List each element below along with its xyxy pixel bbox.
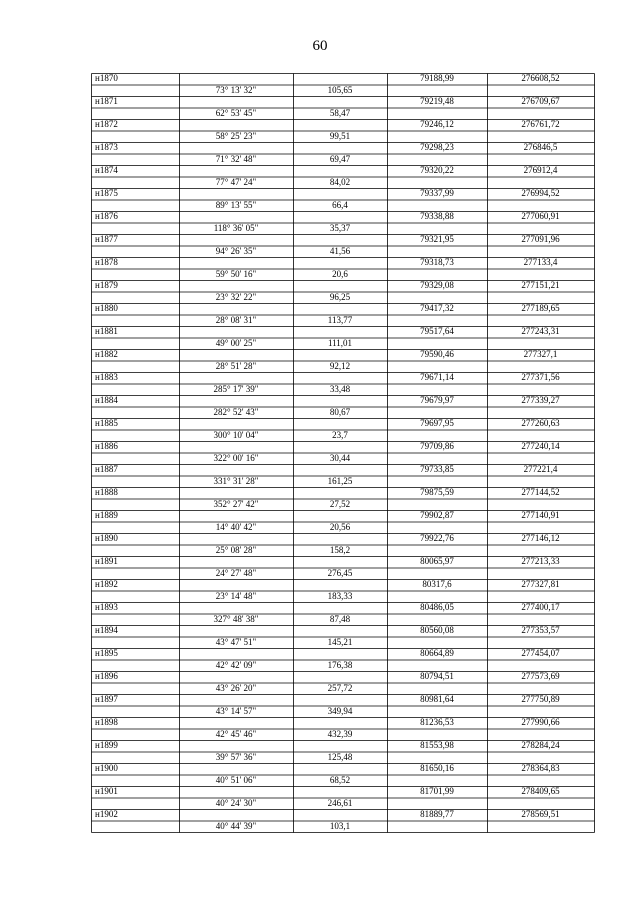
segment-length: 257,72 (327, 682, 353, 693)
point-name: н1870 (95, 73, 118, 83)
point-name: н1876 (95, 211, 118, 221)
y-coordinate: 278284,24 (521, 740, 560, 750)
y-coordinate: 278409,65 (521, 786, 560, 796)
x-coordinate: 80981,64 (420, 694, 454, 704)
direction-angle: 58° 25' 23" (215, 130, 257, 141)
direction-angle: 40° 24' 30" (215, 797, 257, 808)
segment-length: 96,25 (329, 291, 351, 302)
point-name: н1873 (95, 142, 118, 152)
segment-length: 125,48 (327, 751, 353, 762)
segment-length: 80,67 (329, 406, 351, 417)
direction-angle: 94° 26' 35" (215, 245, 257, 256)
direction-angle: 43° 14' 57" (215, 705, 257, 716)
x-coordinate: 79219,48 (420, 96, 454, 106)
segment-length: 103,1 (329, 820, 351, 831)
x-coordinate: 81553,98 (420, 740, 454, 750)
direction-angle: 118° 36' 05" (213, 222, 259, 233)
x-coordinate: 80065,97 (420, 556, 454, 566)
y-coordinate: 277990,66 (521, 717, 560, 727)
y-coordinate: 277243,31 (521, 326, 560, 336)
point-name: н1882 (95, 349, 118, 359)
x-coordinate: 79417,32 (420, 303, 454, 313)
direction-angle: 322° 00' 16" (213, 452, 259, 463)
segment-length: 23,7 (332, 429, 348, 440)
direction-angle: 331° 31' 28" (213, 475, 259, 486)
direction-angle: 43° 47' 51" (215, 636, 257, 647)
direction-angle: 28° 51' 28" (215, 360, 257, 371)
direction-angle: 59° 50' 16" (215, 268, 257, 279)
segment-length: 33,48 (329, 383, 351, 394)
segment-length: 246,61 (327, 797, 353, 808)
x-coordinate: 79337,99 (420, 188, 454, 198)
x-coordinate: 81236,53 (420, 717, 454, 727)
y-coordinate: 277151,21 (521, 280, 560, 290)
segment-length: 87,48 (329, 613, 351, 624)
x-coordinate: 79902,87 (420, 510, 454, 520)
y-coordinate: 276608,52 (521, 73, 560, 83)
direction-angle: 300° 10' 04" (213, 429, 259, 440)
direction-angle: 49° 00' 25" (215, 337, 257, 348)
point-name: н1872 (95, 119, 118, 129)
point-name: н1880 (95, 303, 118, 313)
x-coordinate: 80317,6 (422, 579, 452, 589)
y-coordinate: 277221,4 (523, 464, 558, 474)
point-name: н1886 (95, 441, 118, 451)
segment-length: 432,39 (327, 728, 353, 739)
direction-angle: 42° 42' 09" (215, 659, 257, 670)
point-name: н1871 (95, 96, 118, 106)
x-coordinate: 79318,73 (420, 257, 454, 267)
x-coordinate: 79246,12 (420, 119, 454, 129)
y-coordinate: 277146,12 (521, 533, 560, 543)
x-coordinate: 79922,76 (420, 533, 454, 543)
x-coordinate: 81701,99 (420, 786, 454, 796)
page-number: 60 (312, 38, 328, 54)
x-coordinate: 79320,22 (420, 165, 454, 175)
point-name: н1878 (95, 257, 118, 267)
x-coordinate: 79733,85 (420, 464, 454, 474)
y-coordinate: 277060,91 (521, 211, 560, 221)
point-name: н1883 (95, 372, 118, 382)
segment-length: 99,51 (329, 130, 351, 141)
x-coordinate: 79329,08 (420, 280, 454, 290)
segment-length: 92,12 (329, 360, 351, 371)
segment-length: 27,52 (329, 498, 351, 509)
point-name: н1877 (95, 234, 118, 244)
y-coordinate: 276709,67 (521, 96, 560, 106)
point-name: н1874 (95, 165, 118, 175)
point-name: н1892 (95, 579, 118, 589)
x-coordinate: 79671,14 (420, 372, 454, 382)
segment-length: 69,47 (329, 153, 351, 164)
x-coordinate: 80486,05 (420, 602, 454, 612)
x-coordinate: 79338,88 (420, 211, 454, 221)
point-name: н1897 (95, 694, 118, 704)
segment-length: 349,94 (327, 705, 353, 716)
y-coordinate: 277353,57 (521, 625, 560, 635)
y-coordinate: 278569,51 (521, 809, 560, 819)
x-coordinate: 80664,89 (420, 648, 454, 658)
y-coordinate: 277327,1 (523, 349, 558, 359)
y-coordinate: 277189,65 (521, 303, 560, 313)
direction-angle: 28° 08' 31" (215, 314, 257, 325)
segment-length: 58,47 (329, 107, 351, 118)
segment-length: 20,56 (329, 521, 351, 532)
direction-angle: 352° 27' 42" (213, 498, 259, 509)
point-name: н1894 (95, 625, 118, 635)
point-name: н1881 (95, 326, 118, 336)
x-coordinate: 79697,95 (420, 418, 454, 428)
x-coordinate: 81650,16 (420, 763, 454, 773)
direction-angle: 39° 57' 36" (215, 751, 257, 762)
x-coordinate: 79875,59 (420, 487, 454, 497)
y-coordinate: 276846,5 (523, 142, 558, 152)
point-name: н1884 (95, 395, 118, 405)
segment-length: 276,45 (327, 567, 353, 578)
direction-angle: 25° 08' 28" (215, 544, 257, 555)
x-coordinate: 79590,46 (420, 349, 454, 359)
direction-angle: 40° 44' 39" (215, 820, 257, 831)
direction-angle: 71° 32' 48" (215, 153, 257, 164)
point-name: н1901 (95, 786, 118, 796)
y-coordinate: 276761,72 (521, 119, 560, 129)
y-coordinate: 277327,81 (521, 579, 560, 589)
x-coordinate: 79321,95 (420, 234, 454, 244)
direction-angle: 62° 53' 45" (215, 107, 257, 118)
direction-angle: 285° 17' 39" (213, 383, 259, 394)
point-name: н1889 (95, 510, 118, 520)
y-coordinate: 277133,4 (523, 257, 558, 267)
segment-length: 66,4 (332, 199, 348, 210)
direction-angle: 14° 40' 42" (215, 521, 257, 532)
point-name: н1898 (95, 717, 118, 727)
x-coordinate: 79679,97 (420, 395, 454, 405)
point-name: н1887 (95, 464, 118, 474)
point-name: н1891 (95, 556, 118, 566)
y-coordinate: 277454,07 (521, 648, 560, 658)
point-name: н1900 (95, 763, 118, 773)
point-name: н1890 (95, 533, 118, 543)
y-coordinate: 278364,83 (521, 763, 560, 773)
x-coordinate: 79298,23 (420, 142, 454, 152)
direction-angle: 24° 27' 48" (215, 567, 257, 578)
segment-length: 113,77 (327, 314, 353, 325)
y-coordinate: 277144,52 (521, 487, 560, 497)
segment-length: 35,37 (329, 222, 351, 233)
x-coordinate: 79517,64 (420, 326, 454, 336)
x-coordinate: 80794,51 (420, 671, 454, 681)
segment-length: 183,33 (327, 590, 353, 601)
y-coordinate: 277371,56 (521, 372, 560, 382)
point-name: н1899 (95, 740, 118, 750)
point-name: н1888 (95, 487, 118, 497)
table-grid (91, 73, 595, 833)
segment-length: 176,38 (327, 659, 353, 670)
direction-angle: 73° 13' 32" (215, 84, 257, 95)
direction-angle: 23° 14' 48" (215, 590, 257, 601)
y-coordinate: 277750,89 (521, 694, 560, 704)
point-name: н1875 (95, 188, 118, 198)
x-coordinate: 79188,99 (420, 73, 454, 83)
point-name: н1893 (95, 602, 118, 612)
direction-angle: 327° 48' 38" (213, 613, 259, 624)
segment-length: 20,6 (332, 268, 348, 279)
segment-length: 84,02 (329, 176, 351, 187)
point-name: н1885 (95, 418, 118, 428)
segment-length: 158,2 (329, 544, 351, 555)
segment-length: 105,65 (327, 84, 353, 95)
direction-angle: 89° 13' 55" (215, 199, 257, 210)
y-coordinate: 277260,63 (521, 418, 560, 428)
segment-length: 41,56 (329, 245, 351, 256)
y-coordinate: 277339,27 (521, 395, 560, 405)
direction-angle: 77° 47' 24" (215, 176, 257, 187)
y-coordinate: 276994,52 (521, 188, 560, 198)
x-coordinate: 81889,77 (420, 809, 454, 819)
y-coordinate: 277400,17 (521, 602, 560, 612)
segment-length: 161,25 (327, 475, 353, 486)
x-coordinate: 80560,08 (420, 625, 454, 635)
point-name: н1902 (95, 809, 118, 819)
segment-length: 145,21 (327, 636, 353, 647)
direction-angle: 42° 45' 46" (215, 728, 257, 739)
segment-length: 68,52 (329, 774, 351, 785)
y-coordinate: 277240,14 (521, 441, 560, 451)
point-name: н1896 (95, 671, 118, 681)
y-coordinate: 277140,91 (521, 510, 560, 520)
direction-angle: 23° 32' 22" (215, 291, 257, 302)
direction-angle: 43° 26' 20" (215, 682, 257, 693)
y-coordinate: 277213,33 (521, 556, 560, 566)
coordinates-table (91, 73, 594, 832)
y-coordinate: 276912,4 (523, 165, 558, 175)
x-coordinate: 79709,86 (420, 441, 454, 451)
direction-angle: 40° 51' 06" (215, 774, 257, 785)
y-coordinate: 277573,69 (521, 671, 560, 681)
segment-length: 111,01 (327, 337, 353, 348)
direction-angle: 282° 52' 43" (213, 406, 259, 417)
segment-length: 30,44 (329, 452, 351, 463)
point-name: н1895 (95, 648, 118, 658)
point-name: н1879 (95, 280, 118, 290)
y-coordinate: 277091,96 (521, 234, 560, 244)
